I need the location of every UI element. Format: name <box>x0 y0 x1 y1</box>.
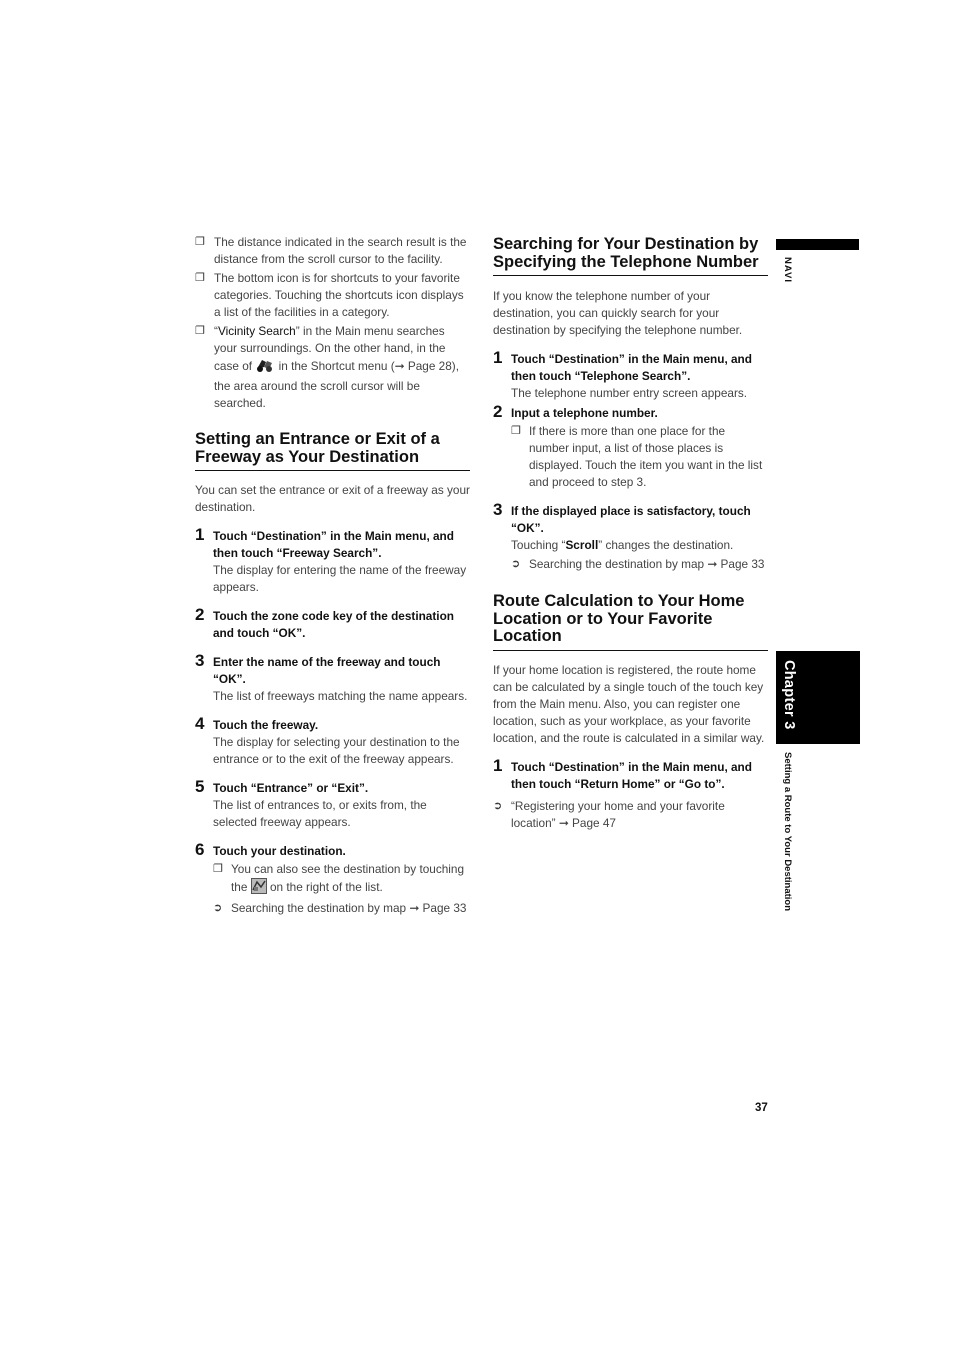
step6-note-a: You can also see the destination by touching the <box>231 862 465 894</box>
telephone-step-2 <box>493 402 768 491</box>
note-marker: ❐ <box>195 236 205 248</box>
step-number: 3 <box>195 651 205 670</box>
reference-text: “Registering your home and your favorite location” ➞ Page 47 <box>511 798 725 830</box>
route-home-intro: If your home location is registered, the route home can be calculated by a single touch of the touch key from the Main menu. Also, you can register one location, such as your workplace, as your favorite location, and the route is calculated in a similar way. <box>493 662 765 745</box>
step-title: Enter the name of the freeway and touch “OK”. <box>213 655 441 686</box>
step-desc: The display for selecting your destination to the entrance or to the exit of the freeway appears. <box>213 735 460 766</box>
reference-text: Searching the destination by map ➞ Page 33 <box>231 901 467 915</box>
step-title: Touch the freeway. <box>213 718 319 732</box>
freeway-step-4 <box>195 714 470 768</box>
step6-note-b: on the right of the list. <box>269 880 383 894</box>
note-shortcut-icon <box>177 270 470 321</box>
step3-touch-a: Touching “ <box>511 538 566 552</box>
step-title: If the displayed place is satisfactory, touch “OK”. <box>511 504 751 535</box>
note-distance <box>177 234 470 268</box>
shortcut-binoculars-icon <box>255 357 275 378</box>
vicinity-text-a: ” in the Main menu searches your surroundings. On the other hand, in the case of <box>214 324 446 373</box>
step3-reference <box>511 556 768 573</box>
freeway-step-6 <box>195 840 470 917</box>
step-number: 2 <box>195 605 205 624</box>
step-desc: The display for entering the name of the freeway appears. <box>213 563 467 594</box>
step-title: Touch the zone code key of the destination and touch “OK”. <box>213 609 454 640</box>
note-marker: ❐ <box>213 863 223 875</box>
note-marker: ❐ <box>511 425 521 437</box>
reference-arrow-icon: ➲ <box>493 799 503 812</box>
step-title: Touch “Destination” in the Main menu, and then touch “Return Home” or “Go to”. <box>511 759 752 791</box>
section-title-telephone: Searching for Your Destination by Specifying the Telephone Number <box>493 236 768 276</box>
step3-touch-b: ” changes the destination. <box>598 538 734 552</box>
route-home-step-1 <box>493 755 768 793</box>
step-desc: The list of entrances to, or exits from, the selected freeway appears. <box>213 798 427 829</box>
freeway-intro: You can set the entrance or exit of a freeway as your destination. <box>195 483 470 514</box>
telephone-intro: If you know the telephone number of your destination, you can quickly search for your destination by specifying the telephone number. <box>493 289 743 337</box>
step-number: 5 <box>195 777 205 796</box>
step2-note <box>511 423 768 491</box>
right-column <box>493 233 768 832</box>
route-home-reference <box>493 798 768 832</box>
step6-reference <box>213 900 470 917</box>
step-number: 1 <box>195 525 205 544</box>
note-marker: ❐ <box>195 325 205 337</box>
step-title: Touch “Destination” in the Main menu, and then touch “Telephone Search”. <box>511 352 752 383</box>
vicinity-search-keyword: Vicinity Search <box>217 324 296 338</box>
left-column <box>195 233 470 917</box>
vicinity-text-b: in the Shortcut menu (➞ Page 28), the area around the scroll cursor will be searched. <box>214 359 459 410</box>
section-label: Setting a Route to Your Destination <box>782 752 793 912</box>
sidebar-top-bar <box>776 239 859 250</box>
reference-text: Searching the destination by map ➞ Page 33 <box>529 557 765 571</box>
step-number: 1 <box>493 755 503 775</box>
step6-note <box>213 861 470 899</box>
freeway-step-3 <box>195 651 470 705</box>
note-text: The bottom icon is for shortcuts to your favorite categories. Touching the shortcuts icon displays a list of the facilities in a category. <box>214 271 464 319</box>
section-title-freeway: Setting an Entrance or Exit of a Freeway as Your Destination <box>195 431 470 471</box>
note-marker: ❐ <box>195 272 205 284</box>
step3-touch-desc <box>511 537 768 554</box>
telephone-step-3 <box>493 500 768 573</box>
chapter-label: Chapter 3 <box>781 660 797 730</box>
section-title-route-home: Route Calculation to Your Home Location or to Your Favorite Location <box>493 593 768 651</box>
step-title: Input a telephone number. <box>511 406 658 420</box>
scroll-keyword: Scroll <box>565 538 599 552</box>
freeway-step-5 <box>195 777 470 831</box>
step-number: 1 <box>493 348 503 367</box>
note-vicinity-search <box>177 323 470 412</box>
step-title: Touch “Destination” in the Main menu, and then touch “Freeway Search”. <box>213 529 454 560</box>
step-desc: The telephone number entry screen appears. <box>511 386 748 400</box>
freeway-step-1 <box>195 525 470 596</box>
note-text: The distance indicated in the search result is the distance from the scroll cursor to the facility. <box>214 235 467 266</box>
reference-arrow-icon: ➲ <box>511 558 521 570</box>
navi-label: NAVI <box>782 257 793 283</box>
step-number: 6 <box>195 840 205 859</box>
freeway-step-2 <box>195 605 470 642</box>
telephone-step-1 <box>493 348 768 402</box>
reference-arrow-icon: ➲ <box>213 902 223 914</box>
page-number: 37 <box>755 1102 768 1114</box>
step-number: 4 <box>195 714 205 733</box>
step-title: Touch “Entrance” or “Exit”. <box>213 781 369 795</box>
step-number: 2 <box>493 402 503 421</box>
note-text: If there is more than one place for the number input, a list of those places is displayed. Touch the item you want in the list and proceed to step 3. <box>529 424 763 489</box>
map-icon <box>251 878 267 899</box>
step-number: 3 <box>493 500 503 519</box>
step-title: Touch your destination. <box>213 844 346 858</box>
step-desc: The list of freeways matching the name appears. <box>213 689 468 703</box>
open-quote: “ <box>214 324 218 338</box>
